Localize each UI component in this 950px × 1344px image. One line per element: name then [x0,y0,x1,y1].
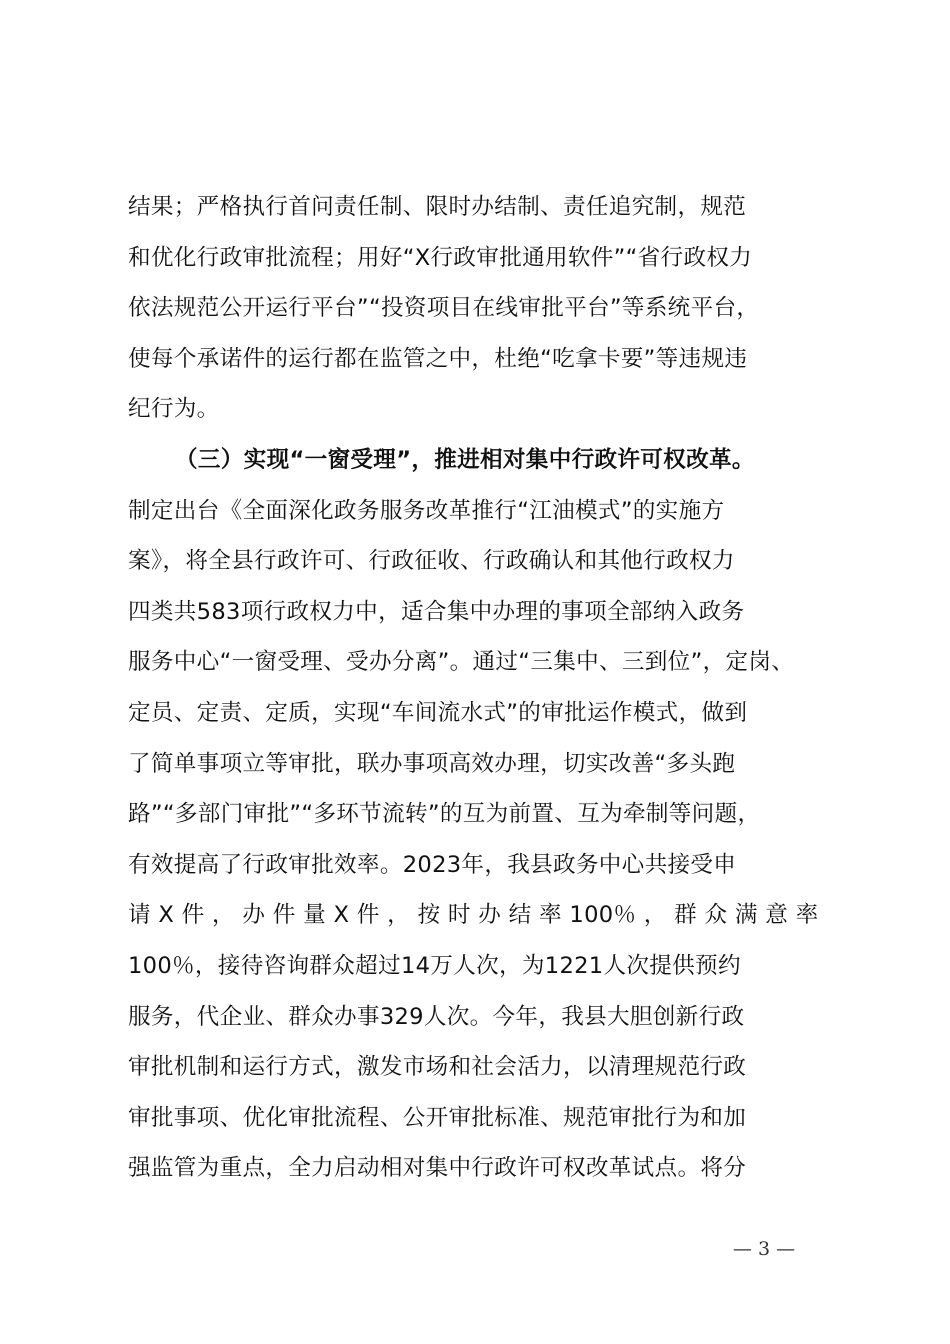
text-line: 案》，将全县行政许可、行政征收、行政确认和其他行政权力 [128,548,735,575]
text-line: 100％，接待咨询群众超过14万人次，为1221人次提供预约 [128,952,741,979]
text-line: 使每个承诺件的运行都在监管之中，杜绝“吃拿卡要”等违规违 [128,345,748,372]
document-body [128,182,828,1194]
text-line: 有效提高了行政审批效率。2023年，我县政务中心共接受申 [128,851,737,878]
text-line: 请 X 件 ， 办 件 量 X 件 ， 按 时 办 结 率 100％ ， 群 众 满 意 率 [128,902,819,929]
text-line: 路”“多部门审批”“多环节流转”的互为前置、互为牵制等问题， [128,801,761,828]
section-heading: （三）实现“一窗受理”，推进相对集中行政许可权改革。 [175,446,755,473]
text-line: 了简单事项立等审批，联办事项高效办理，切实改善“多头跑 [128,750,736,777]
text-line: 强监管为重点，全力启动相对集中行政许可权改革试点。将分 [128,1155,747,1182]
text-line: 制定出台《全面深化政务服务改革推行“江油模式”的实施方 [128,497,725,524]
page-number: — 3 — [732,1238,796,1260]
text-line: 审批机制和运行方式，激发市场和社会活力，以清理规范行政 [128,1054,747,1081]
text-line: 结果；严格执行首问责任制、限时办结制、责任追究制，规范 [128,194,747,220]
text-line: 定员、定责、定质，实现“车间流水式”的审批运作模式，做到 [128,699,748,726]
text-line: 四类共583项行政权力中，适合集中办理的事项全部纳入政务 [128,598,745,625]
text-line: 审批事项、优化审批流程、公开审批标准、规范审批行为和加 [128,1104,747,1131]
text-line: 服务，代企业、群众办事329人次。今年，我县大胆创新行政 [128,1003,745,1030]
text-line: 依法规范公开运行平台”“投资项目在线审批平台”等系统平台， [128,295,760,322]
text-line: 纪行为。 [128,396,220,423]
text-line: 服务中心“一窗受理、受办分离”。通过“三集中、三到位”，定岗、 [128,649,795,676]
text-line: 和优化行政审批流程；用好“X行政审批通用软件”“省行政权力 [128,244,753,271]
